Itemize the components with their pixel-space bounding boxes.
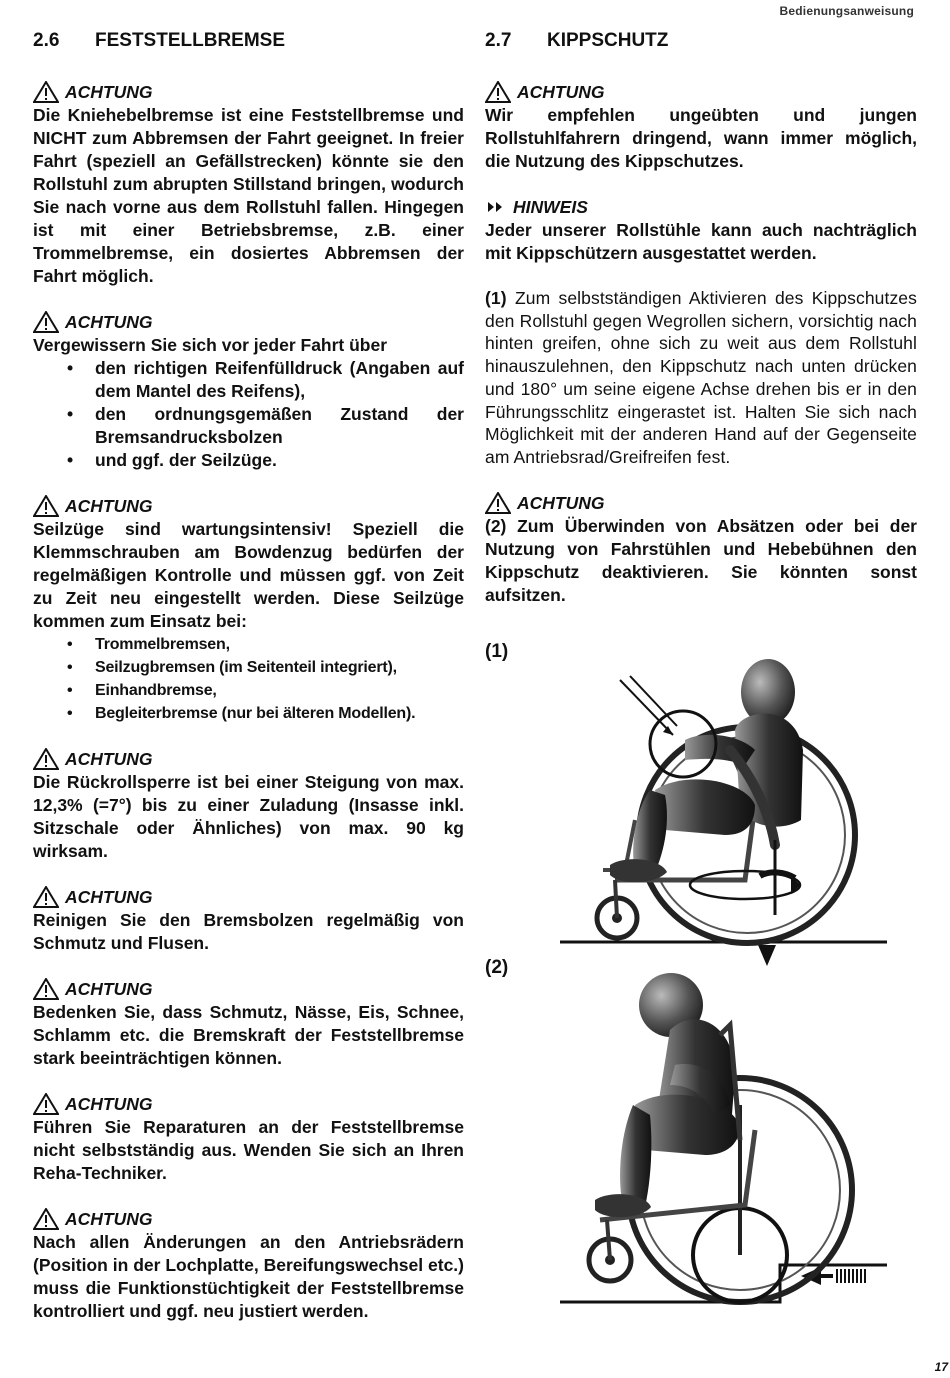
section-title: KIPPSCHUTZ (547, 30, 669, 51)
list-item: • Begleiterbremse (nur bei älteren Modellen). (33, 702, 464, 725)
step-1-paragraph (485, 287, 917, 469)
warning-block (33, 747, 464, 863)
warning-label: ACHTUNG (33, 1092, 464, 1116)
warning-text: Die Kniehebelbremse ist eine Feststellbremse und NICHT zum Abbremsen der Fahrt geeignet. In freier Fahrt (speziell an Gefällstrecken) könnte sie den Rollstuhl zum abrupten Stillstand bringen, wodurch Sie nach vorne aus dem Rollstuhl fallen. Hingegen ist mit einer Betriebsbremse, z.B. einer Trommelbremse, ein dosiertes Abbremsen der Fahrt möglich. (33, 105, 464, 286)
wheelchair-illustration-curb-crossing (555, 965, 895, 1310)
warning-triangle-icon (33, 311, 59, 333)
warning-text: (2) Zum Überwinden von Absätzen oder bei der Nutzung von Fahrstühlen und Hebebühnen den Kippschutz deaktivieren. Sie könnten sonst aufsitzen. (485, 515, 917, 605)
warning-label: ACHTUNG (485, 80, 917, 104)
warning-triangle-icon (33, 978, 59, 1000)
double-chevron-right-icon (485, 199, 507, 215)
warning-block (33, 1207, 464, 1323)
warning-triangle-icon (485, 492, 511, 514)
warning-label: ACHTUNG (485, 491, 917, 515)
warning-label: ACHTUNG (33, 494, 464, 518)
list-item: • Trommelbremsen, (33, 633, 464, 656)
right-column (485, 30, 917, 629)
warning-block (33, 1092, 464, 1185)
step-text: Zum selbstständigen Aktivieren des Kippschutzes den Rollstuhl gegen Wegrollen sichern, vorsichtig nach hinten greifen, ohne sich zu weit aus dem Rollstuhl hinauszulehnen, den Kippschutz nach unten drücken und 180° um seine eigene Achse drehen bis er in den Führungsschlitz eingerastet ist. Halten Sie sich nach Möglichkeit mit der anderen Hand auf der Gegenseite am Antriebsrad/Greifreifen fest. (485, 288, 917, 467)
warning-block (485, 491, 917, 607)
list-item: • Seilzugbremsen (im Seitenteil integriert), (33, 656, 464, 679)
warning-triangle-icon (33, 1093, 59, 1115)
warning-label: ACHTUNG (33, 310, 464, 334)
warning-label: ACHTUNG (33, 80, 464, 104)
section-heading-kippschutz (485, 30, 917, 52)
warning-block (485, 80, 917, 173)
left-column (33, 30, 464, 1345)
warning-label: ACHTUNG (33, 747, 464, 771)
list-item: • den richtigen Reifenfülldruck (Angaben auf dem Mantel des Reifens), (33, 357, 464, 403)
warning-text: Die Rückrollsperre ist bei einer Steigung von max. 12,3% (=7°) bis zu einer Zuladung (Insasse inkl. Sitzschale oder Ähnliches) von max. 90 kg wirksam. (33, 772, 464, 861)
warning-block (33, 977, 464, 1070)
warning-block (33, 494, 464, 725)
list-item: • Einhandbremse, (33, 679, 464, 702)
warning-label: ACHTUNG (33, 1207, 464, 1231)
page-number: 17 (934, 1360, 948, 1374)
warning-triangle-icon (485, 81, 511, 103)
warning-triangle-icon (33, 81, 59, 103)
section-number: 2.7 (485, 30, 512, 51)
hint-text: Jeder unserer Rollstühle kann auch nachträglich mit Kippschützern ausgestattet werden. (485, 220, 917, 263)
section-heading-feststellbremse (33, 30, 464, 52)
figure-2-label: (2) (485, 957, 509, 978)
list-item: • den ordnungsgemäßen Zustand der Bremsandrucksbolzen (33, 403, 464, 449)
warning-triangle-icon (33, 1208, 59, 1230)
hint-label: HINWEIS (485, 195, 917, 219)
warning-block (33, 885, 464, 955)
wheelchair-illustration-tilt-activation (555, 640, 895, 970)
bullet-list (33, 357, 464, 472)
section-title: FESTSTELLBREMSE (95, 30, 286, 51)
warning-label: ACHTUNG (33, 885, 464, 909)
warning-triangle-icon (33, 886, 59, 908)
warning-label: ACHTUNG (33, 977, 464, 1001)
warning-text: Vergewissern Sie sich vor jeder Fahrt über (33, 335, 388, 355)
figure-1-label: (1) (485, 641, 509, 662)
running-header: Bedienungsanweisung (779, 4, 914, 18)
warning-text: Wir empfehlen ungeübten und jungen Rollstuhlfahrern dringend, wann immer möglich, die Nutzung des Kippschutzes. (485, 105, 917, 171)
section-number: 2.6 (33, 30, 60, 51)
warning-text: Seilzüge sind wartungsintensiv! Speziell die Klemmschrauben am Bowdenzug bedürfen der regelmäßigen Kontrolle und müssen ggf. von Zeit zu Zeit neu eingestellt werden. Diese Seilzüge kommen zum Einsatz bei: (33, 519, 464, 631)
step-number: (1) (485, 288, 507, 308)
warning-triangle-icon (33, 748, 59, 770)
warning-text: Nach allen Änderungen an den Antriebsrädern (Position in der Lochplatte, Bereifungswechsel etc.) muss die Funktionstüchtigkeit der Feststellbremse kontrolliert und ggf. neu justiert werden. (33, 1232, 464, 1321)
warning-block (33, 310, 464, 472)
warning-text: Führen Sie Reparaturen an der Feststellbremse nicht selbstständig aus. Wenden Sie sich an Ihren Reha-Techniker. (33, 1117, 464, 1183)
warning-text: Reinigen Sie den Bremsbolzen regelmäßig von Schmutz und Flusen. (33, 910, 464, 953)
warning-block (33, 80, 464, 288)
warning-text: Bedenken Sie, dass Schmutz, Nässe, Eis, Schnee, Schlamm etc. die Bremskraft der Feststellbremse stark beeinträchtigen können. (33, 1002, 464, 1068)
bullet-list (33, 633, 464, 725)
hint-block (485, 195, 917, 265)
warning-triangle-icon (33, 495, 59, 517)
list-item: • und ggf. der Seilzüge. (33, 449, 464, 472)
